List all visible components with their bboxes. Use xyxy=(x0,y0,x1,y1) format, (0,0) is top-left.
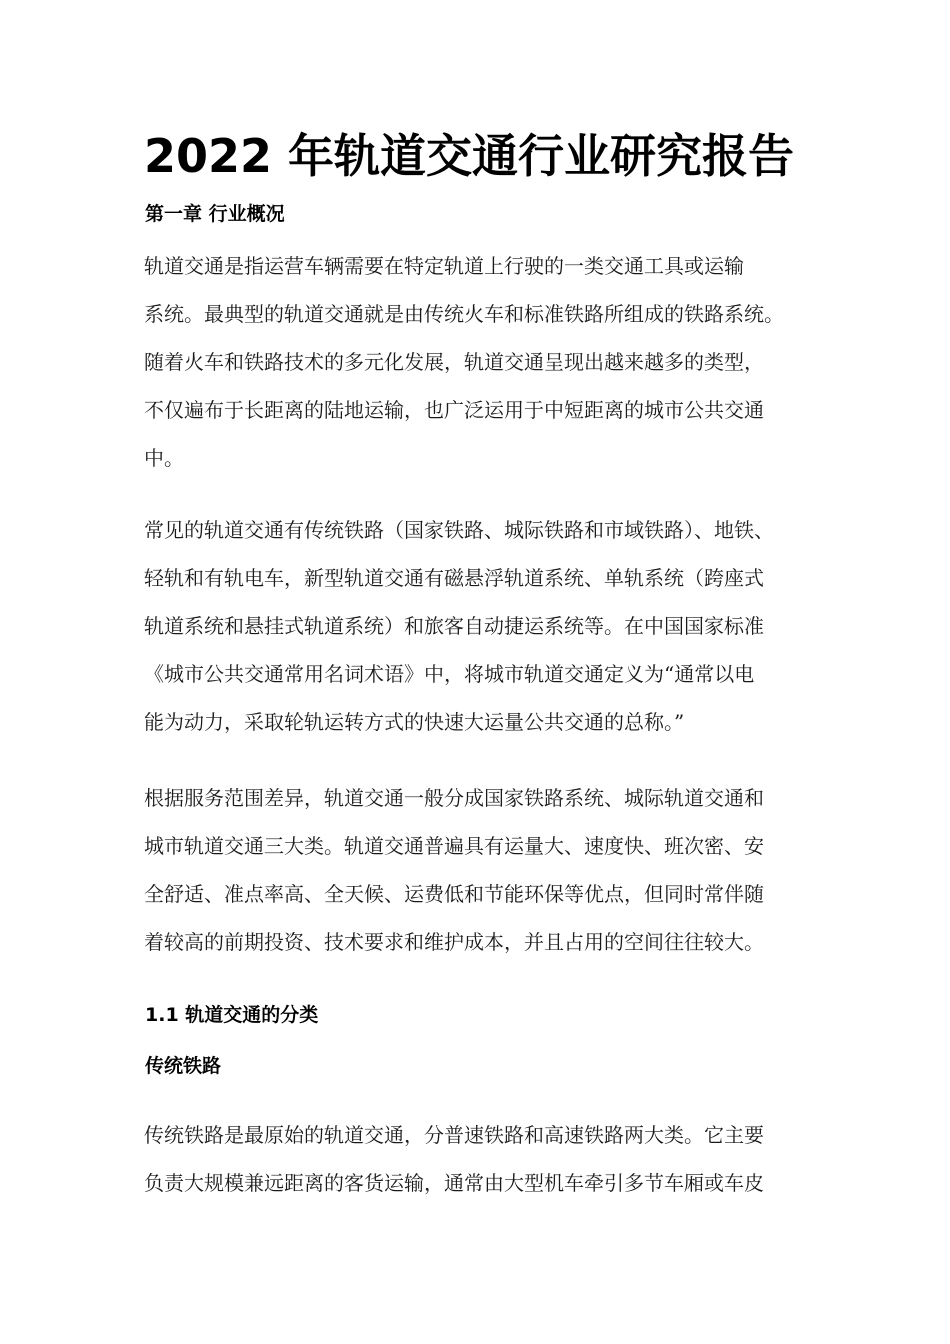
text-line: 中。 xyxy=(144,446,184,470)
text-line: 轻轨和有轨电车，新型轨道交通有磁悬浮轨道系统、单轨系统（跨座式 xyxy=(144,566,764,590)
text-line: 着较高的前期投资、技术要求和维护成本，并且占用的空间往往较大。 xyxy=(144,930,764,954)
chapter-heading: 第一章 行业概况 xyxy=(145,203,285,225)
text-line: 不仅遍布于长距离的陆地运输，也广泛运用于中短距离的城市公共交通 xyxy=(144,398,764,422)
text-line: 传统铁路是最原始的轨道交通，分普速铁路和高速铁路两大类。它主要 xyxy=(144,1123,764,1147)
text-line: 负责大规模兼远距离的客货运输，通常由大型机车牵引多节车厢或车皮 xyxy=(144,1171,764,1195)
subsection-heading: 传统铁路 xyxy=(145,1055,222,1077)
text-line: 全舒适、准点率高、全天候、运费低和节能环保等优点，但同时常伴随 xyxy=(144,882,764,906)
text-line: 《城市公共交通常用名词术语》中，将城市轨道交通定义为“通常以电 xyxy=(144,662,755,686)
text-line: 能为动力，采取轮轨运转方式的快速大运量公共交通的总称。” xyxy=(144,710,685,734)
text-line: 城市轨道交通三大类。轨道交通普遍具有运量大、速度快、班次密、安 xyxy=(144,834,764,858)
document-title: 2022 年轨道交通行业研究报告 xyxy=(144,129,795,183)
section-heading: 1.1 轨道交通的分类 xyxy=(145,1004,319,1026)
paragraph-classification xyxy=(144,774,824,966)
paragraph-traditional-rail xyxy=(144,1111,824,1207)
text-line: 轨道系统和悬挂式轨道系统）和旅客自动捷运系统等。在中国国家标准 xyxy=(144,614,764,638)
paragraph-intro xyxy=(144,242,824,482)
text-line: 随着火车和铁路技术的多元化发展，轨道交通呈现出越来越多的类型， xyxy=(144,350,764,374)
text-line: 系统。最典型的轨道交通就是由传统火车和标准铁路所组成的铁路系统。 xyxy=(144,302,784,326)
text-line: 常见的轨道交通有传统铁路（国家铁路、城际铁路和市域铁路）、地铁、 xyxy=(144,518,774,542)
text-line: 轨道交通是指运营车辆需要在特定轨道上行驶的一类交通工具或运输 xyxy=(144,254,744,278)
paragraph-types xyxy=(144,506,824,746)
text-line: 根据服务范围差异，轨道交通一般分成国家铁路系统、城际轨道交通和 xyxy=(144,786,764,810)
